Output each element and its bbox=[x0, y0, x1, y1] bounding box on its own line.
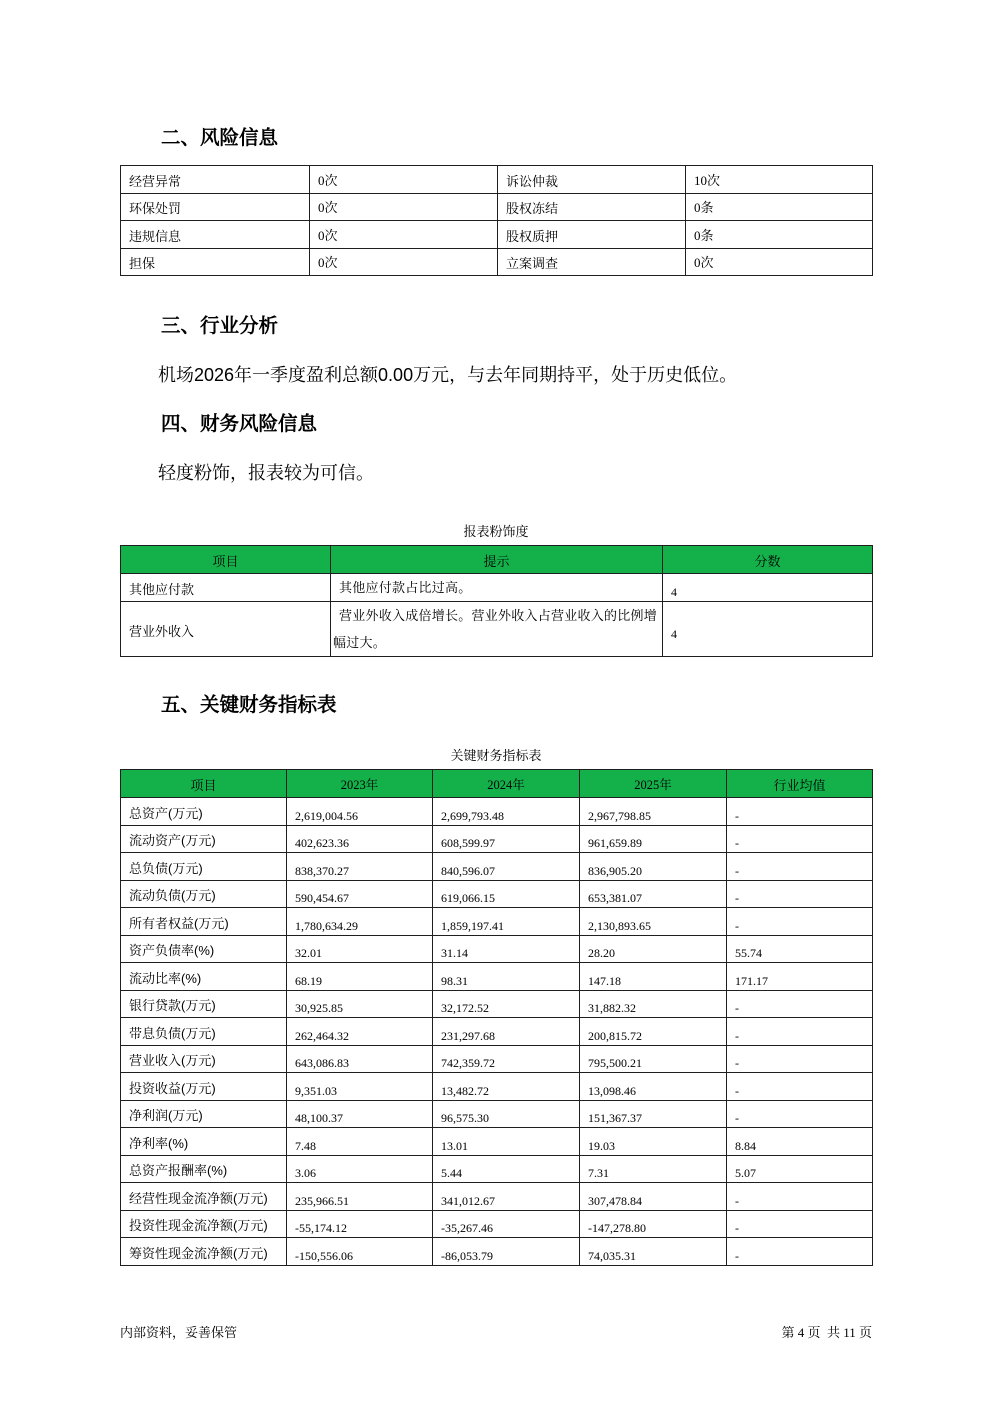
whitewash-row bbox=[121, 602, 873, 657]
value-2025: -147,278.80 bbox=[580, 1210, 727, 1238]
industry-average: - bbox=[727, 825, 873, 853]
industry-average: - bbox=[727, 1238, 873, 1266]
value-2025: 19.03 bbox=[580, 1128, 727, 1156]
indicator-row bbox=[121, 935, 873, 963]
value-2023: -150,556.06 bbox=[287, 1238, 433, 1266]
header-item: 项目 bbox=[121, 770, 287, 798]
value-2025: 74,035.31 bbox=[580, 1238, 727, 1266]
industry-average: 5.07 bbox=[727, 1155, 873, 1183]
risk-label: 股权冻结 bbox=[498, 193, 686, 221]
whitewash-table bbox=[120, 545, 873, 657]
indicator-name: 投资收益(万元) bbox=[121, 1073, 287, 1101]
industry-average: - bbox=[727, 798, 873, 826]
indicator-name: 流动负债(万元) bbox=[121, 880, 287, 908]
indicator-name: 流动资产(万元) bbox=[121, 825, 287, 853]
indicator-name: 银行贷款(万元) bbox=[121, 990, 287, 1018]
value-2025: 307,478.84 bbox=[580, 1183, 727, 1211]
industry-average: - bbox=[727, 1073, 873, 1101]
value-2023: 262,464.32 bbox=[287, 1018, 433, 1046]
risk-count: 10次 bbox=[686, 166, 873, 194]
risk-row bbox=[121, 193, 873, 221]
industry-average: 8.84 bbox=[727, 1128, 873, 1156]
value-2024: 1,859,197.41 bbox=[433, 908, 580, 936]
value-2024: 840,596.07 bbox=[433, 853, 580, 881]
table-header-row bbox=[121, 770, 873, 798]
value-2025: 795,500.21 bbox=[580, 1045, 727, 1073]
key-indicators-table-caption: 关键财务指标表 bbox=[450, 748, 542, 763]
indicator-name: 净利率(%) bbox=[121, 1128, 287, 1156]
value-2024: 341,012.67 bbox=[433, 1183, 580, 1211]
value-2024: 13.01 bbox=[433, 1128, 580, 1156]
header-year-2025: 2025年 bbox=[580, 770, 727, 798]
key-indicators-table bbox=[120, 769, 873, 1266]
value-2023: 838,370.27 bbox=[287, 853, 433, 881]
value-2025: 31,882.32 bbox=[580, 990, 727, 1018]
industry-average: 171.17 bbox=[727, 963, 873, 991]
indicator-name: 总资产(万元) bbox=[121, 798, 287, 826]
value-2024: -35,267.46 bbox=[433, 1210, 580, 1238]
table-header-row bbox=[121, 546, 873, 574]
risk-count: 0条 bbox=[686, 193, 873, 221]
financial-risk-text: 轻度粉饰，报表较为可信。 bbox=[158, 463, 374, 483]
risk-info-heading: 二、风险信息 bbox=[161, 127, 279, 149]
indicator-name: 资产负债率(%) bbox=[121, 935, 287, 963]
header-score: 分数 bbox=[663, 546, 873, 574]
indicator-row bbox=[121, 908, 873, 936]
indicator-name: 营业收入(万元) bbox=[121, 1045, 287, 1073]
indicator-row bbox=[121, 1155, 873, 1183]
header-hint: 提示 bbox=[331, 546, 663, 574]
risk-count: 0次 bbox=[310, 193, 498, 221]
value-2023: 590,454.67 bbox=[287, 880, 433, 908]
industry-average: - bbox=[727, 1100, 873, 1128]
indicator-row bbox=[121, 963, 873, 991]
value-2023: 32.01 bbox=[287, 935, 433, 963]
risk-count: 0次 bbox=[310, 221, 498, 249]
indicator-row bbox=[121, 990, 873, 1018]
whitewash-item: 其他应付款 bbox=[121, 574, 331, 602]
whitewash-hint: 其他应付款占比过高。 bbox=[331, 574, 663, 602]
indicator-row bbox=[121, 1210, 873, 1238]
value-2023: 1,780,634.29 bbox=[287, 908, 433, 936]
value-2024: 32,172.52 bbox=[433, 990, 580, 1018]
whitewash-row bbox=[121, 574, 873, 602]
value-2025: 2,130,893.65 bbox=[580, 908, 727, 936]
header-year-2023: 2023年 bbox=[287, 770, 433, 798]
risk-count: 0次 bbox=[310, 248, 498, 276]
indicator-name: 所有者权益(万元) bbox=[121, 908, 287, 936]
risk-label: 环保处罚 bbox=[121, 193, 310, 221]
indicator-row bbox=[121, 880, 873, 908]
value-2025: 200,815.72 bbox=[580, 1018, 727, 1046]
industry-analysis-text: 机场2026年一季度盈利总额0.00万元，与去年同期持平，处于历史低位。 bbox=[158, 365, 738, 385]
indicator-row bbox=[121, 798, 873, 826]
risk-count: 0条 bbox=[686, 221, 873, 249]
risk-label: 股权质押 bbox=[498, 221, 686, 249]
indicator-row bbox=[121, 1183, 873, 1211]
value-2025: 147.18 bbox=[580, 963, 727, 991]
whitewash-table-caption: 报表粉饰度 bbox=[463, 524, 529, 539]
value-2025: 836,905.20 bbox=[580, 853, 727, 881]
header-item: 项目 bbox=[121, 546, 331, 574]
value-2023: 48,100.37 bbox=[287, 1100, 433, 1128]
industry-average: - bbox=[727, 1045, 873, 1073]
risk-count: 0次 bbox=[310, 166, 498, 194]
value-2024: 13,482.72 bbox=[433, 1073, 580, 1101]
indicator-row bbox=[121, 825, 873, 853]
value-2024: 742,359.72 bbox=[433, 1045, 580, 1073]
value-2025: 7.31 bbox=[580, 1155, 727, 1183]
risk-count: 0次 bbox=[686, 248, 873, 276]
risk-row bbox=[121, 248, 873, 276]
value-2023: 235,966.51 bbox=[287, 1183, 433, 1211]
footer-note: 内部资料，妥善保管 bbox=[120, 1325, 238, 1340]
risk-label: 经营异常 bbox=[121, 166, 310, 194]
indicator-name: 净利润(万元) bbox=[121, 1100, 287, 1128]
value-2025: 961,659.89 bbox=[580, 825, 727, 853]
industry-average: - bbox=[727, 990, 873, 1018]
industry-analysis-heading: 三、行业分析 bbox=[161, 315, 279, 337]
page-number: 第 4 页 共 11 页 bbox=[781, 1325, 872, 1340]
value-2023: 2,619,004.56 bbox=[287, 798, 433, 826]
risk-label: 诉讼仲裁 bbox=[498, 166, 686, 194]
financial-risk-heading: 四、财务风险信息 bbox=[161, 413, 318, 435]
value-2025: 13,098.46 bbox=[580, 1073, 727, 1101]
industry-average: - bbox=[727, 1183, 873, 1211]
value-2024: 619,066.15 bbox=[433, 880, 580, 908]
key-indicators-heading: 五、关键财务指标表 bbox=[161, 694, 337, 716]
value-2024: 231,297.68 bbox=[433, 1018, 580, 1046]
industry-average: - bbox=[727, 880, 873, 908]
risk-label: 违规信息 bbox=[121, 221, 310, 249]
indicator-name: 经营性现金流净额(万元) bbox=[121, 1183, 287, 1211]
value-2023: 30,925.85 bbox=[287, 990, 433, 1018]
value-2025: 28.20 bbox=[580, 935, 727, 963]
whitewash-hint: 营业外收入成倍增长。营业外收入占营业收入的比例增幅过大。 bbox=[331, 602, 663, 657]
indicator-name: 流动比率(%) bbox=[121, 963, 287, 991]
indicator-name: 投资性现金流净额(万元) bbox=[121, 1210, 287, 1238]
indicator-row bbox=[121, 1238, 873, 1266]
risk-label: 立案调查 bbox=[498, 248, 686, 276]
whitewash-item: 营业外收入 bbox=[121, 602, 331, 657]
indicator-row bbox=[121, 853, 873, 881]
indicator-name: 筹资性现金流净额(万元) bbox=[121, 1238, 287, 1266]
indicator-row bbox=[121, 1073, 873, 1101]
industry-average: - bbox=[727, 908, 873, 936]
whitewash-score: 4 bbox=[663, 602, 873, 657]
header-industry-average: 行业均值 bbox=[727, 770, 873, 798]
indicator-row bbox=[121, 1045, 873, 1073]
value-2023: 402,623.36 bbox=[287, 825, 433, 853]
indicator-name: 总负债(万元) bbox=[121, 853, 287, 881]
risk-label: 担保 bbox=[121, 248, 310, 276]
industry-average: - bbox=[727, 1018, 873, 1046]
value-2024: -86,053.79 bbox=[433, 1238, 580, 1266]
industry-average: 55.74 bbox=[727, 935, 873, 963]
risk-info-table bbox=[120, 165, 873, 276]
value-2023: 7.48 bbox=[287, 1128, 433, 1156]
risk-row bbox=[121, 166, 873, 194]
value-2023: 3.06 bbox=[287, 1155, 433, 1183]
value-2025: 653,381.07 bbox=[580, 880, 727, 908]
value-2023: 68.19 bbox=[287, 963, 433, 991]
value-2024: 98.31 bbox=[433, 963, 580, 991]
indicator-row bbox=[121, 1128, 873, 1156]
value-2023: 9,351.03 bbox=[287, 1073, 433, 1101]
value-2024: 31.14 bbox=[433, 935, 580, 963]
indicator-row bbox=[121, 1018, 873, 1046]
risk-row bbox=[121, 221, 873, 249]
industry-average: - bbox=[727, 1210, 873, 1238]
value-2024: 608,599.97 bbox=[433, 825, 580, 853]
whitewash-score: 4 bbox=[663, 574, 873, 602]
value-2025: 2,967,798.85 bbox=[580, 798, 727, 826]
header-year-2024: 2024年 bbox=[433, 770, 580, 798]
indicator-row bbox=[121, 1100, 873, 1128]
value-2024: 96,575.30 bbox=[433, 1100, 580, 1128]
indicator-name: 总资产报酬率(%) bbox=[121, 1155, 287, 1183]
value-2024: 5.44 bbox=[433, 1155, 580, 1183]
value-2024: 2,699,793.48 bbox=[433, 798, 580, 826]
value-2023: -55,174.12 bbox=[287, 1210, 433, 1238]
value-2025: 151,367.37 bbox=[580, 1100, 727, 1128]
value-2023: 643,086.83 bbox=[287, 1045, 433, 1073]
industry-average: - bbox=[727, 853, 873, 881]
indicator-name: 带息负债(万元) bbox=[121, 1018, 287, 1046]
